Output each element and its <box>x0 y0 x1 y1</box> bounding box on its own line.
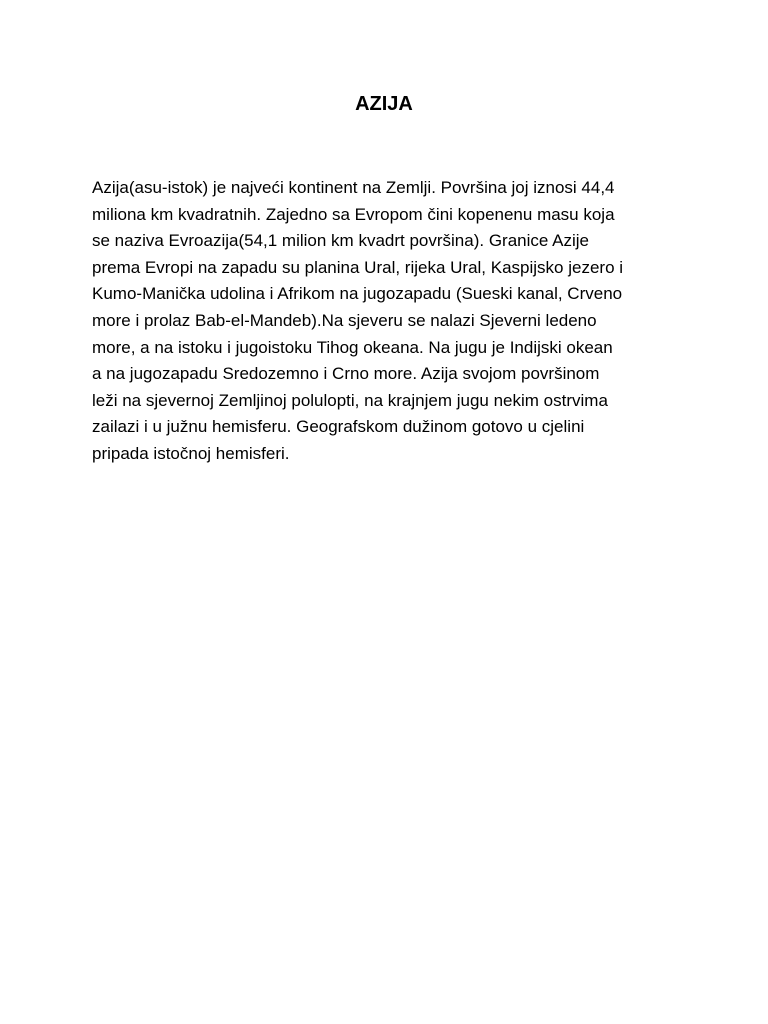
body-paragraph <box>92 175 677 468</box>
paragraph-line: zailazi i u južnu hemisferu. Geografskom dužinom gotovo u cjelini <box>92 417 585 437</box>
paragraph-line: se naziva Evroazija(54,1 milion km kvadrt površina). Granice Azije <box>92 231 589 251</box>
document-title: AZIJA <box>355 93 413 115</box>
paragraph-line: leži na sjevernoj Zemljinoj polulopti, na krajnjem jugu nekim ostrvima <box>92 390 608 410</box>
paragraph-line: more, a na istoku i jugoistoku Tihog okeana. Na jugu je Indijski okean <box>92 337 613 357</box>
paragraph-line: a na jugozapadu Sredozemno i Crno more. Azija svojom površinom <box>92 364 600 384</box>
paragraph-line: more i prolaz Bab-el-Mandeb).Na sjeveru se nalazi Sjeverni ledeno <box>92 310 597 330</box>
paragraph-line: miliona km kvadratnih. Zajedno sa Evropom čini kopenenu masu koja <box>92 204 615 224</box>
paragraph-line: pripada istočnoj hemisferi. <box>92 443 290 463</box>
paragraph-line: Kumo-Manička udolina i Afrikom na jugozapadu (Sueski kanal, Crveno <box>92 284 623 304</box>
paragraph-line: Azija(asu-istok) je najveći kontinent na Zemlji. Površina joj iznosi 44,4 <box>92 178 615 197</box>
paragraph-line: prema Evropi na zapadu su planina Ural, rijeka Ural, Kaspijsko jezero i <box>92 257 624 277</box>
